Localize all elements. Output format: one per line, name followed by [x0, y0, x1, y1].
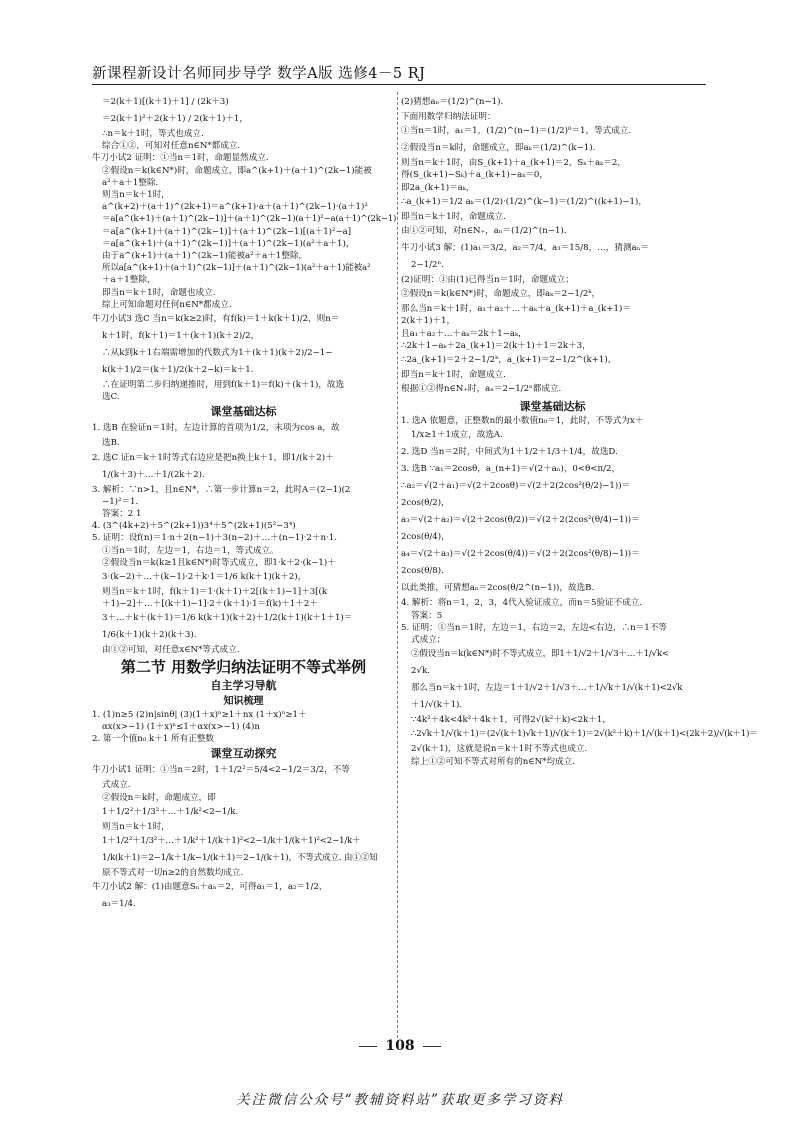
- left-column-line: ＋a＋1整除，: [102, 275, 156, 286]
- left-column-line: 综合①②，可知对任意n∈N*都成立.: [102, 141, 241, 152]
- right-column-line: ∴a_(k+1)＝1/2 aₖ＝(1/2)·(1/2)^(k−1)＝(1/2)^((k+1)−1)，: [401, 196, 647, 207]
- left-column-line: 3＋…＋k＋(k＋1)＝1/6 k(k＋1)(k＋2)＋1/2(k＋1)(k＋1＋1)＝: [102, 613, 353, 624]
- right-column-line: 那么当n＝k＋1时，a₁＋a₂＋…＋aₖ＋a_(k+1)＋a_(k+1)＝: [401, 304, 631, 315]
- left-column-line: ②假设n＝k(k∈N*)时，命题成立，即a^(k+1)＋(a＋1)^(2k−1)能被: [102, 165, 372, 176]
- right-column-line: 4. 解析：将n＝1，2，3，4代入验证成立，而n＝5验证不成立.: [401, 598, 643, 609]
- right-column-line: 2cos(θ/8).: [401, 566, 444, 577]
- column-divider: [397, 92, 398, 1038]
- right-column-line: (2)证明：①由(1)已得当n＝1时，命题成立；: [401, 275, 574, 286]
- right-column-line: 3. 选B ∵a₁＝2cosθ，a_(n+1)＝√(2＋aₙ)，0<θ<π/2，: [401, 464, 621, 475]
- left-column-line: ∴从k到k＋1右端需增加的代数式为1＋(k＋1)(k＋2)/2−1−: [102, 348, 333, 359]
- left-column-line: ②假设当n＝k(k≥1且k∈N*)时等式成立，即1·k＋2·(k−1)＋: [102, 557, 336, 568]
- right-column-line: ②假设当n＝k时，命题成立，即aₖ＝(1/2)^(k−1).: [401, 143, 596, 154]
- right-column-line: 2−1/2ⁿ.: [411, 260, 444, 271]
- left-column-line: 牛刀小试1 证明：①当n＝2时，1＋1/2²＝5/4<2−1/2＝3/2，不等: [92, 765, 350, 776]
- left-column-line: a²＋a＋1整除.: [102, 177, 159, 188]
- left-column-line: 1＋1/2²＋1/3²＋…＋1/k²＋1/(k＋1)²<2−1/k＋1/(k＋1)²<2−1/k＋: [102, 835, 361, 846]
- left-column-line: 1. (1)n≥5 (2)n|sinθ| (3)(1＋x)ⁿ≥1＋nx (1＋x)ⁿ≥1＋: [92, 709, 307, 720]
- right-column-line: ∵4k²＋4k<4k²＋4k＋1，可得2√(k²＋k)<2k＋1，: [411, 715, 611, 726]
- left-column-line: k＋1时，f(k＋1)＝1＋(k＋1)(k＋2)/2，: [102, 331, 260, 342]
- right-column-line: 即2a_(k+1)＝aₖ，: [401, 182, 475, 193]
- left-column-line: 则当n＝k＋1时，f(k＋1)＝1·(k＋1)＋2[(k＋1)−1]＋3[(k: [102, 587, 328, 598]
- left-column-line: ＝a[a^(k+1)＋(a＋1)^(2k−1)]＋(a＋1)^(2k−1)[(a＋1)²−a]: [102, 226, 352, 237]
- left-column-line: 原不等式对一切n≥2的自然数均成立.: [102, 867, 244, 878]
- right-column-line: ∴2k＋1−aₖ＋2a_(k+1)＝2(k＋1)＋1＝2k＋3，: [401, 340, 591, 351]
- left-column-line: −1)²＝1.: [102, 496, 139, 507]
- left-column-line: 选C.: [102, 392, 120, 403]
- header-title: 新课程新设计名师同步导学 数学A版 选修4－5 RJ: [92, 66, 426, 82]
- left-column-line: ②假设n＝k时，命题成立，即: [102, 792, 216, 803]
- left-column-line: 3·(k−2)＋…＋(k−1)·2＋k·1＝1/6 k(k＋1)(k＋2)，: [102, 572, 307, 583]
- right-column-line: 即当n＝k＋1时，命题成立.: [401, 211, 506, 222]
- left-column-line: 2. 第一个值n₀ k＋1 所有正整数: [92, 734, 214, 745]
- left-column-line: 1/6(k＋1)(k＋2)(k＋3).: [102, 630, 197, 641]
- right-column: [401, 94, 758, 768]
- left-column-line: 答案：2 1: [102, 509, 142, 520]
- left-column-line: 牛刀小试3 选C 当n＝k(k≥2)时，有f(k)＝1＋k(k＋1)/2，则n＝: [92, 314, 340, 325]
- right-column-line: 2√k.: [411, 666, 430, 677]
- right-column-line: 即当n＝k＋1时，命题成立.: [401, 370, 506, 381]
- right-column-line: 2cos(θ/2)，: [401, 498, 450, 509]
- left-column-line: 3. 解析：∵n>1，且n∈N*，∴第一步计算n＝2，此时A＝(2−1)(2: [92, 484, 351, 495]
- page-number-dash-left: [359, 1046, 377, 1047]
- left-column-line: ①当n＝1时，左边＝1，右边＝1，等式成立。: [102, 545, 279, 556]
- right-column-line: ②假设当n＝k(k∈N*)时不等式成立，即1＋1/√2＋1/√3＋…＋1/√k<: [411, 649, 669, 660]
- left-column-line: 5. 证明：设f(n)＝1·n＋2(n−1)＋3(n−2)＋…＋(n−1)·2＋n·1.: [92, 533, 337, 544]
- footer-note: 关注微信公众号“教辅资料站”获取更多学习资料: [236, 1092, 564, 1108]
- right-column-line: 答案：5: [411, 610, 443, 621]
- left-column-line: ＝2(k＋1)²＋2(k＋1) / 2(k＋1)＋1，: [102, 114, 248, 124]
- right-column-line: 下面用数学归纳法证明：: [401, 112, 496, 122]
- left-column-line: 第二节 用数学归纳法证明不等式举例: [120, 657, 367, 676]
- left-column-line: a^(k+2)＋(a＋1)^(2k+1)＝a^(k+1)·a＋(a＋1)^(2k−1)·(a＋1)²: [102, 202, 368, 213]
- right-column-line: 课堂基础达标: [519, 400, 586, 414]
- header-rule: [92, 84, 706, 85]
- left-column-line: 则当n＝k＋1时，: [102, 821, 170, 832]
- left-column-line: 选B.: [102, 438, 120, 449]
- right-column-line: 2(k＋1)＋1，: [401, 316, 456, 327]
- right-column-line: 5. 证明：①当n＝1时，左边＝1，右边＝2，左边<右边，∴n＝1不等: [401, 622, 667, 633]
- right-column-line: 则当n＝k＋1时，由S_(k+1)＋a_(k+1)＝2，Sₖ＋aₖ＝2，: [401, 158, 626, 169]
- left-column-line: ＝a[a^(k+1)＋(a＋1)^(2k−1)]＋(a＋1)^(2k−1)(a＋1)²−a(a＋1)^(2k−1): [102, 214, 397, 225]
- left-column-line: 所以a[a^(k+1)＋(a＋1)^(2k−1)]＋(a＋1)^(2k−1)(a²＋a＋1)能被a²: [102, 263, 371, 274]
- right-column-line: 牛刀小试3 解：(1)a₁＝3/2，a₂＝7/4，a₃＝15/8，…，猜测aₙ＝: [401, 243, 649, 254]
- left-column-line: 知识梳理: [223, 695, 264, 707]
- left-column-line: 综上可知命题对任何n∈N*都成立.: [102, 299, 232, 310]
- page-number-text: 108: [385, 1038, 415, 1054]
- left-column-line: 课堂互动探究: [210, 747, 277, 761]
- right-column-line: 由①②可知，对n∈N₊，aₙ＝(1/2)^(n−1).: [401, 226, 567, 237]
- left-column-line: 1＋1/2²＋1/3²＋…＋1/k²<2−1/k.: [102, 806, 239, 817]
- page-number: [0, 1038, 800, 1054]
- left-column-line: 即当n＝k＋1时，命题也成立.: [102, 287, 216, 298]
- left-column-line: ＝a[a^(k+1)＋(a＋1)^(2k−1)]＋(a＋1)^(2k−1)(a²＋a＋1)，: [102, 238, 355, 249]
- left-column-line: 课堂基础达标: [210, 405, 277, 419]
- right-column-line: 得(S_(k+1)−Sₖ)＋a_(k+1)−aₖ＝0，: [401, 170, 548, 181]
- left-column-line: 由于a^(k+1)＋(a＋1)^(2k−1)能被a²＋a＋1整除，: [102, 251, 308, 262]
- left-column-line: 4. (3^(4k+2)＋5^(2k+1))3⁴＋5^(2k+1)(5²−3⁴): [92, 521, 296, 532]
- left-column-line: 2. 选C 证n＝k＋1时等式右边应是把n换上k＋1，即1/(k＋2)＋: [92, 452, 334, 463]
- page-number-dash-right: [423, 1046, 441, 1047]
- right-column-line: ∴a₂＝√(2＋a₁)＝√(2＋2cosθ)＝√(2＋2(2cos²(θ/2)−1))＝: [401, 481, 631, 492]
- right-column-line: 且a₁＋a₂＋…＋aₖ＝2k＋1−aₖ，: [401, 328, 527, 339]
- right-column-line: 根据①②得n∈N₊时，aₙ＝2−1/2ⁿ都成立.: [401, 384, 562, 395]
- left-column-line: 1/k(k＋1)＝2−1/k＋1/k−1/(k＋1)＝2−1/(k＋1)，不等式成立. 由①②知: [102, 852, 378, 863]
- left-column-line: 则当n＝k＋1时，: [102, 190, 170, 201]
- left-column-line: k(k＋1)/2＝(k＋1)/2(k＋2−k)＝k＋1.: [102, 365, 254, 376]
- left-column-line: ＝2(k＋1)[(k＋1)＋1] / (2k＋3): [102, 97, 229, 107]
- left-column-line: 1. 选B 在验证n＝1时，左边计算的首项为1/2，末项为cos a，故: [92, 423, 340, 434]
- left-column-line: 式成立.: [102, 780, 131, 791]
- right-column-line: 2√(k＋1)，这就是说n＝k＋1时不等式也成立.: [411, 744, 588, 755]
- right-column-line: 以此类推，可猜想aₙ＝2cos(θ/2^(n−1))，故选B.: [401, 583, 595, 594]
- right-column-line: 2. 选D 当n＝2时，中间式为1＋1/2＋1/3＋1/4，故选D.: [401, 447, 618, 458]
- right-column-line: a₃＝√(2＋a₂)＝√(2＋2cos(θ/2))＝√(2＋2(2cos²(θ/4)−1))＝: [401, 515, 640, 526]
- left-column-line: αx(x>−1) (1＋x)ⁿ≤1＋αx(x>−1) (4)n: [102, 721, 260, 732]
- left-column-line: ∴n＝k＋1时，等式也成立.: [102, 129, 204, 139]
- left-column-line: 自主学习导航: [210, 678, 277, 692]
- right-column-line: 综上①②可知不等式对所有的n∈N*均成立.: [411, 756, 575, 767]
- right-column-line: 那么当n＝k＋1时，左边＝1＋1/√2＋1/√3＋…＋1/√k＋1/√(k＋1)<2√k: [411, 683, 683, 694]
- right-column-line: ∴2a_(k+1)＝2＋2−1/2ᵏ，a_(k+1)＝2−1/2^(k+1)，: [401, 355, 617, 366]
- right-column-line: a₄＝√(2＋a₃)＝√(2＋2cos(θ/4))＝√(2＋2(2cos²(θ/8)−1))＝: [401, 549, 640, 560]
- right-column-line: 1/x≥1＋1成立，故选A.: [411, 430, 503, 441]
- left-column-line: ＋1)−2]＋…＋[(k＋1)−1]·2＋(k＋1)·1＝f(k)＋1＋2＋: [102, 599, 318, 610]
- right-column-line: ∴2√k＋1/√(k＋1)＝(2√(k＋1)√k＋1)/√(k＋1)＝2√(k²＋k)＋1/√(k＋1)<(2k＋2)/√(k＋1)＝: [411, 729, 758, 740]
- right-column-line: 1. 选A 依题意，正整数n的最小数值n₀＝1，此时，不等式为x＋: [401, 416, 644, 427]
- right-column-line: (2)猜想aₙ＝(1/2)^(n−1).: [401, 97, 504, 107]
- left-column-line: 1/(k＋3)＋…＋1/(2k＋2).: [102, 469, 205, 480]
- left-column-line: 牛刀小试2 证明：①当n＝1时，命题显然成立.: [92, 153, 269, 164]
- right-column-line: ＋1/√(k＋1).: [411, 700, 463, 711]
- right-column-line: 式成立；: [411, 635, 446, 646]
- right-column-line: 2cos(θ/4)，: [401, 532, 450, 543]
- left-column-line: 牛刀小试2 解：(1)由题意Sₙ＋aₙ＝2，可得a₁＝1，a₂＝1/2，: [92, 882, 328, 893]
- left-column: [92, 94, 395, 913]
- left-column-line: a₃＝1/4.: [102, 899, 136, 910]
- right-column-line: ①当n＝1时，a₁＝1，(1/2)^(n−1)＝(1/2)⁰＝1，等式成立.: [401, 126, 632, 137]
- left-column-line: 由①②可知，对任意x∈N*等式成立.: [102, 645, 240, 656]
- right-column-line: ②假设n＝k(k∈N*)时，命题成立，即aₖ＝2−1/2ᵏ，: [401, 289, 601, 300]
- left-column-line: ∴在证明第二步归纳递推时，用到f(k＋1)＝f(k)＋(k＋1)，故选: [102, 380, 345, 391]
